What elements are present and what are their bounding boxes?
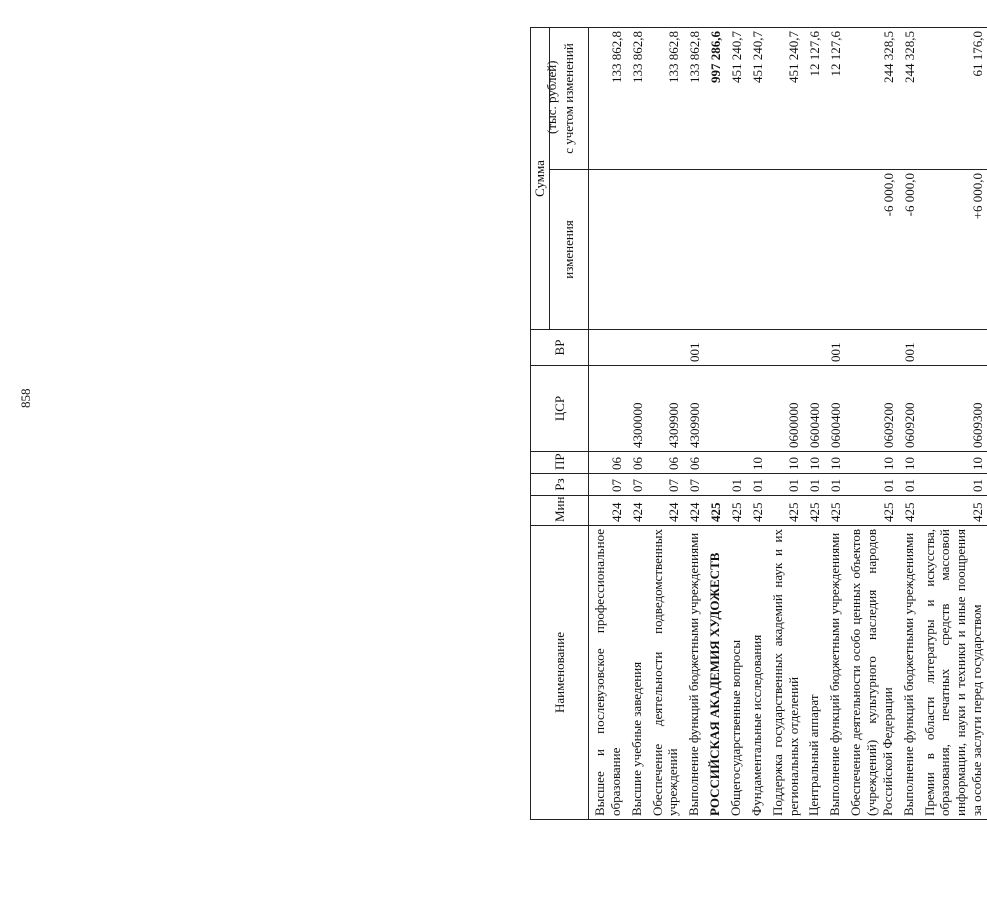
row-min: 425	[919, 496, 987, 526]
header-sum: Сумма	[531, 28, 550, 330]
row-pr: 10	[845, 452, 898, 474]
row-min: 425	[746, 496, 767, 526]
row-pr: 10	[746, 452, 767, 474]
row-pr: 06	[647, 452, 684, 474]
row-csr: 4309900	[647, 366, 684, 452]
row-rz: 07	[683, 474, 704, 496]
row-pr: 10	[824, 452, 845, 474]
row-change	[803, 170, 824, 330]
row-name: Премии в области литературы и искусства, образования, печатных средств массовой информации, науки и техники и иные поощрения за особые заслуги перед государством	[919, 526, 987, 820]
row-csr: 0609200	[898, 366, 919, 452]
row-csr: 4309900	[683, 366, 704, 452]
row-total: 244 328,5	[845, 28, 898, 170]
row-total: 997 286,6	[704, 28, 725, 170]
header-rz: Рз	[531, 474, 589, 496]
row-name: Центральный аппарат	[803, 526, 824, 820]
row-rz: 07	[626, 474, 647, 496]
row-name: Высшие учебные заведения	[626, 526, 647, 820]
row-min: 425	[898, 496, 919, 526]
header-row	[531, 28, 550, 820]
row-change: -6 000,0	[898, 170, 919, 330]
row-change	[626, 170, 647, 330]
table-row	[919, 28, 987, 820]
row-csr: 0609200	[845, 366, 898, 452]
row-vr	[626, 330, 647, 366]
row-name: Высшее и послевузовское профессиональное образование	[589, 526, 626, 820]
table-row	[746, 28, 767, 820]
row-csr: 0600400	[803, 366, 824, 452]
row-csr: 0600000	[767, 366, 804, 452]
row-name: Выполнение функций бюджетными учреждениями	[824, 526, 845, 820]
header-name: Наименование	[531, 526, 589, 820]
row-total: 12 127,6	[803, 28, 824, 170]
row-csr	[725, 366, 746, 452]
row-total: 133 862,8	[589, 28, 626, 170]
table-row	[845, 28, 898, 820]
row-rz: 01	[898, 474, 919, 496]
row-change	[746, 170, 767, 330]
row-change	[767, 170, 804, 330]
row-vr	[767, 330, 804, 366]
row-min: 424	[589, 496, 626, 526]
row-change	[824, 170, 845, 330]
row-vr	[725, 330, 746, 366]
row-total: 133 862,8	[647, 28, 684, 170]
table-row	[683, 28, 704, 820]
header-csr: ЦСР	[531, 366, 589, 452]
table-row	[704, 28, 725, 820]
row-csr: 0600400	[824, 366, 845, 452]
row-change	[683, 170, 704, 330]
row-rz: 01	[767, 474, 804, 496]
row-min: 425	[845, 496, 898, 526]
row-total: 244 328,5	[898, 28, 919, 170]
row-min: 425	[824, 496, 845, 526]
row-change	[725, 170, 746, 330]
header-with-changes: с учетом изменений	[550, 28, 589, 170]
row-total: 12 127,6	[824, 28, 845, 170]
row-rz: 01	[824, 474, 845, 496]
header-min: Мин	[531, 496, 589, 526]
row-pr	[704, 452, 725, 474]
row-name: Поддержка государственных академий наук и их региональных отделений	[767, 526, 804, 820]
row-name: РОССИЙСКАЯ АКАДЕМИЯ ХУДОЖЕСТВ	[704, 526, 725, 820]
row-change	[647, 170, 684, 330]
row-total: 133 862,8	[683, 28, 704, 170]
row-min: 424	[647, 496, 684, 526]
table-row	[647, 28, 684, 820]
units-label: (тыс. рублей)	[544, 60, 559, 134]
row-pr: 06	[589, 452, 626, 474]
row-vr: 001	[824, 330, 845, 366]
row-total: 451 240,7	[746, 28, 767, 170]
row-change	[704, 170, 725, 330]
row-csr: 0609300	[919, 366, 987, 452]
header-changes: изменения	[550, 170, 589, 330]
row-min: 425	[767, 496, 804, 526]
row-csr: 4300000	[626, 366, 647, 452]
row-name: Фундаментальные исследования	[746, 526, 767, 820]
page-number: 858	[18, 388, 33, 408]
table-row	[725, 28, 746, 820]
row-total: 61 176,0	[919, 28, 987, 170]
row-vr	[845, 330, 898, 366]
row-csr	[746, 366, 767, 452]
row-rz: 07	[647, 474, 684, 496]
row-pr: 10	[767, 452, 804, 474]
row-vr	[589, 330, 626, 366]
row-csr	[589, 366, 626, 452]
row-pr: 10	[919, 452, 987, 474]
row-vr	[746, 330, 767, 366]
header-vr: ВР	[531, 330, 589, 366]
row-pr	[725, 452, 746, 474]
row-min: 424	[683, 496, 704, 526]
row-min: 425	[725, 496, 746, 526]
row-rz: 01	[803, 474, 824, 496]
row-vr	[919, 330, 987, 366]
row-name: Обеспечение деятельности особо ценных объектов (учреждений) культурного наследия народов Российской Федерации	[845, 526, 898, 820]
row-csr	[704, 366, 725, 452]
row-rz: 01	[845, 474, 898, 496]
table-row	[626, 28, 647, 820]
row-rz: 01	[919, 474, 987, 496]
row-min: 425	[803, 496, 824, 526]
budget-table	[530, 27, 987, 820]
row-vr: 001	[683, 330, 704, 366]
row-change: -6 000,0	[845, 170, 898, 330]
row-pr: 06	[683, 452, 704, 474]
table-row	[898, 28, 919, 820]
table-row	[589, 28, 626, 820]
row-rz	[704, 474, 725, 496]
table-row	[824, 28, 845, 820]
table-body	[589, 28, 987, 820]
row-min: 424	[626, 496, 647, 526]
row-rz: 07	[589, 474, 626, 496]
row-change: +6 000,0	[919, 170, 987, 330]
row-total: 451 240,7	[725, 28, 746, 170]
row-total: 133 862,8	[626, 28, 647, 170]
table-row	[767, 28, 804, 820]
table-row	[803, 28, 824, 820]
row-vr	[704, 330, 725, 366]
row-name: Общегосударственные вопросы	[725, 526, 746, 820]
header-pr: ПР	[531, 452, 589, 474]
row-total: 451 240,7	[767, 28, 804, 170]
row-pr: 06	[626, 452, 647, 474]
row-vr	[647, 330, 684, 366]
row-name: Выполнение функций бюджетными учреждениями	[683, 526, 704, 820]
row-name: Выполнение функций бюджетными учреждениями	[898, 526, 919, 820]
row-pr: 10	[898, 452, 919, 474]
row-pr: 10	[803, 452, 824, 474]
row-min: 425	[704, 496, 725, 526]
row-rz: 01	[725, 474, 746, 496]
row-vr: 001	[898, 330, 919, 366]
row-vr	[803, 330, 824, 366]
row-name: Обеспечение деятельности подведомственных учреждений	[647, 526, 684, 820]
row-change	[589, 170, 626, 330]
row-rz: 01	[746, 474, 767, 496]
